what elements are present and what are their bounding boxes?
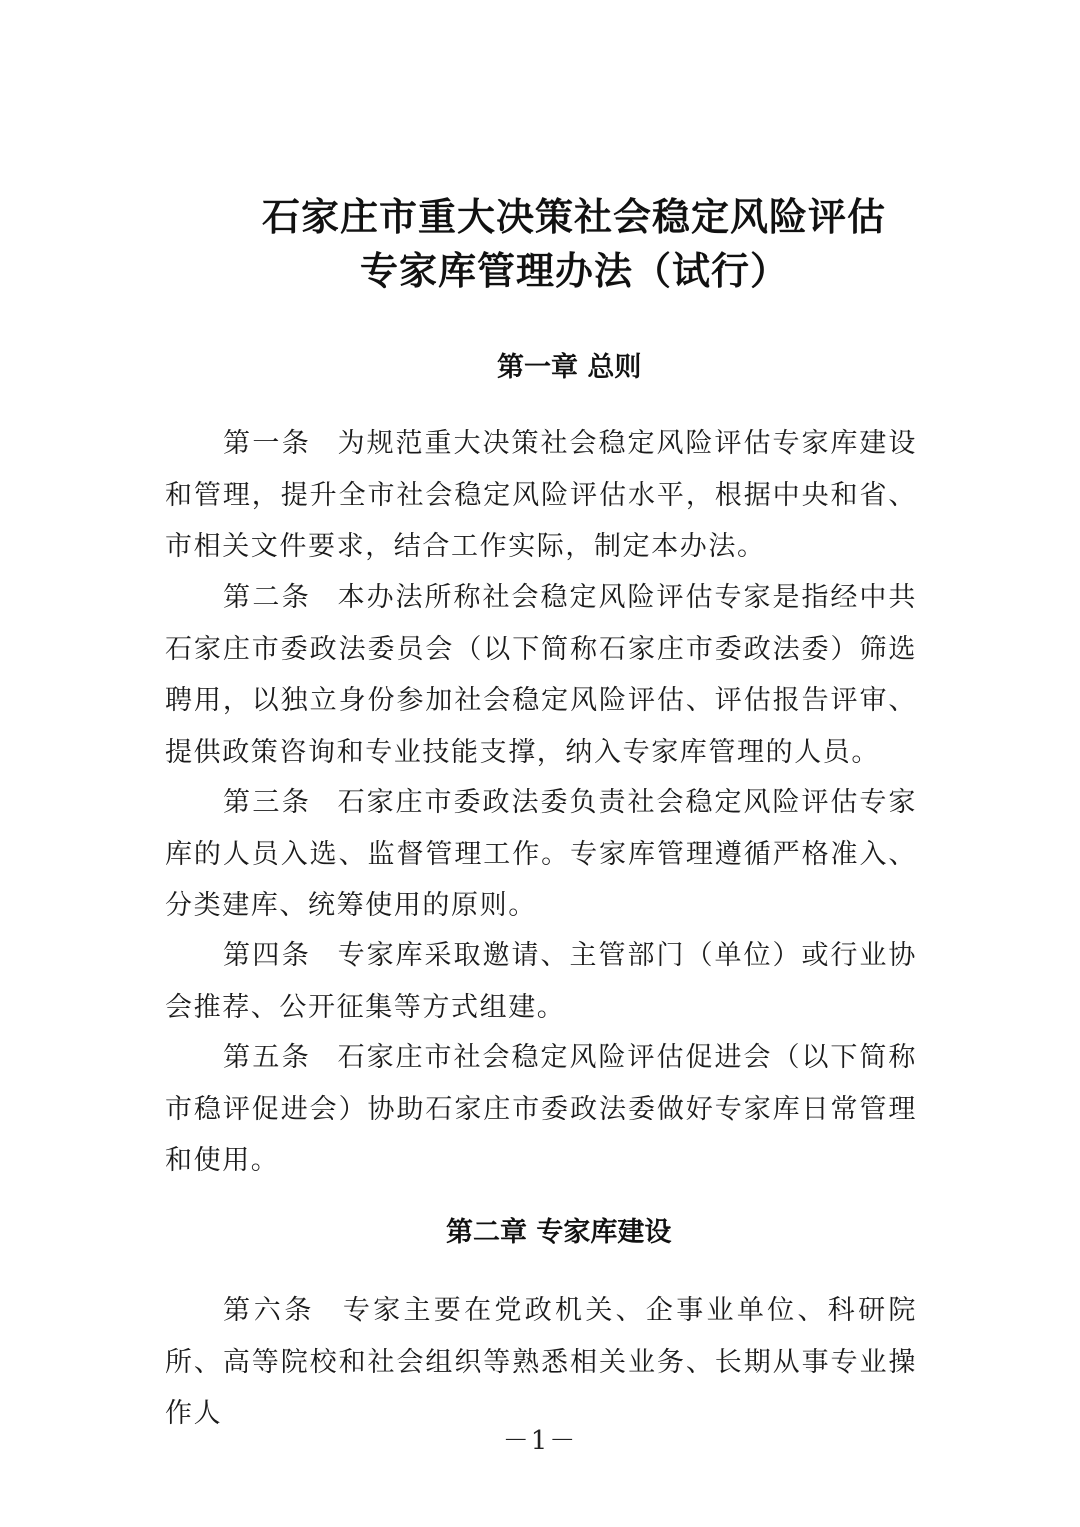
article-number: 第一条 [223,428,312,459]
article-text: 石家庄市社会稳定风险评估促进会（以下简称市稳评促进会）协助石家庄市委政法委做好专家库日常管理和使用。 [165,1042,918,1176]
document-title-line-1: 石家庄市重大决策社会稳定风险评估 [262,195,887,239]
article-text: 为规范重大决策社会稳定风险评估专家库建设和管理，提升全市社会稳定风险评估水平，根据中央和省、市相关文件要求，结合工作实际，制定本办法。 [165,428,918,562]
article-text: 石家庄市委政法委负责社会稳定风险评估专家库的人员入选、监督管理工作。专家库管理遵循严格准入、分类建库、统筹使用的原则。 [165,787,918,921]
article-text: 专家库采取邀请、主管部门（单位）或行业协会推荐、公开征集等方式组建。 [165,940,918,1023]
article-3 [165,777,917,932]
article-4 [165,930,917,1033]
chapter-heading-general-provisions: 第一章 总则 [497,352,642,383]
article-number: 第二条 [223,582,312,613]
article-number: 第六条 [223,1295,316,1326]
article-text: 专家主要在党政机关、企事业单位、科研院所、高等院校和社会组织等熟悉相关业务、长期从事专业操作人 [165,1295,918,1429]
article-5 [165,1032,917,1187]
article-text: 本办法所称社会稳定风险评估专家是指经中共石家庄市委政法委员会（以下简称石家庄市委政法委）筛选聘用，以独立身份参加社会稳定风险评估、评估报告评审、提供政策咨询和专业技能支撑，纳入专家库管理的人员。 [165,582,918,768]
document-title-line-2: 专家库管理办法（试行） [360,249,790,293]
article-number: 第三条 [223,787,312,818]
article-number: 第五条 [223,1042,312,1073]
article-number: 第四条 [223,940,312,971]
article-1 [165,418,917,573]
article-6 [165,1285,917,1440]
chapter-heading-expert-database-construction: 第二章 专家库建设 [446,1217,672,1248]
page-number: －1－ [502,1426,578,1456]
article-2 [165,572,917,778]
